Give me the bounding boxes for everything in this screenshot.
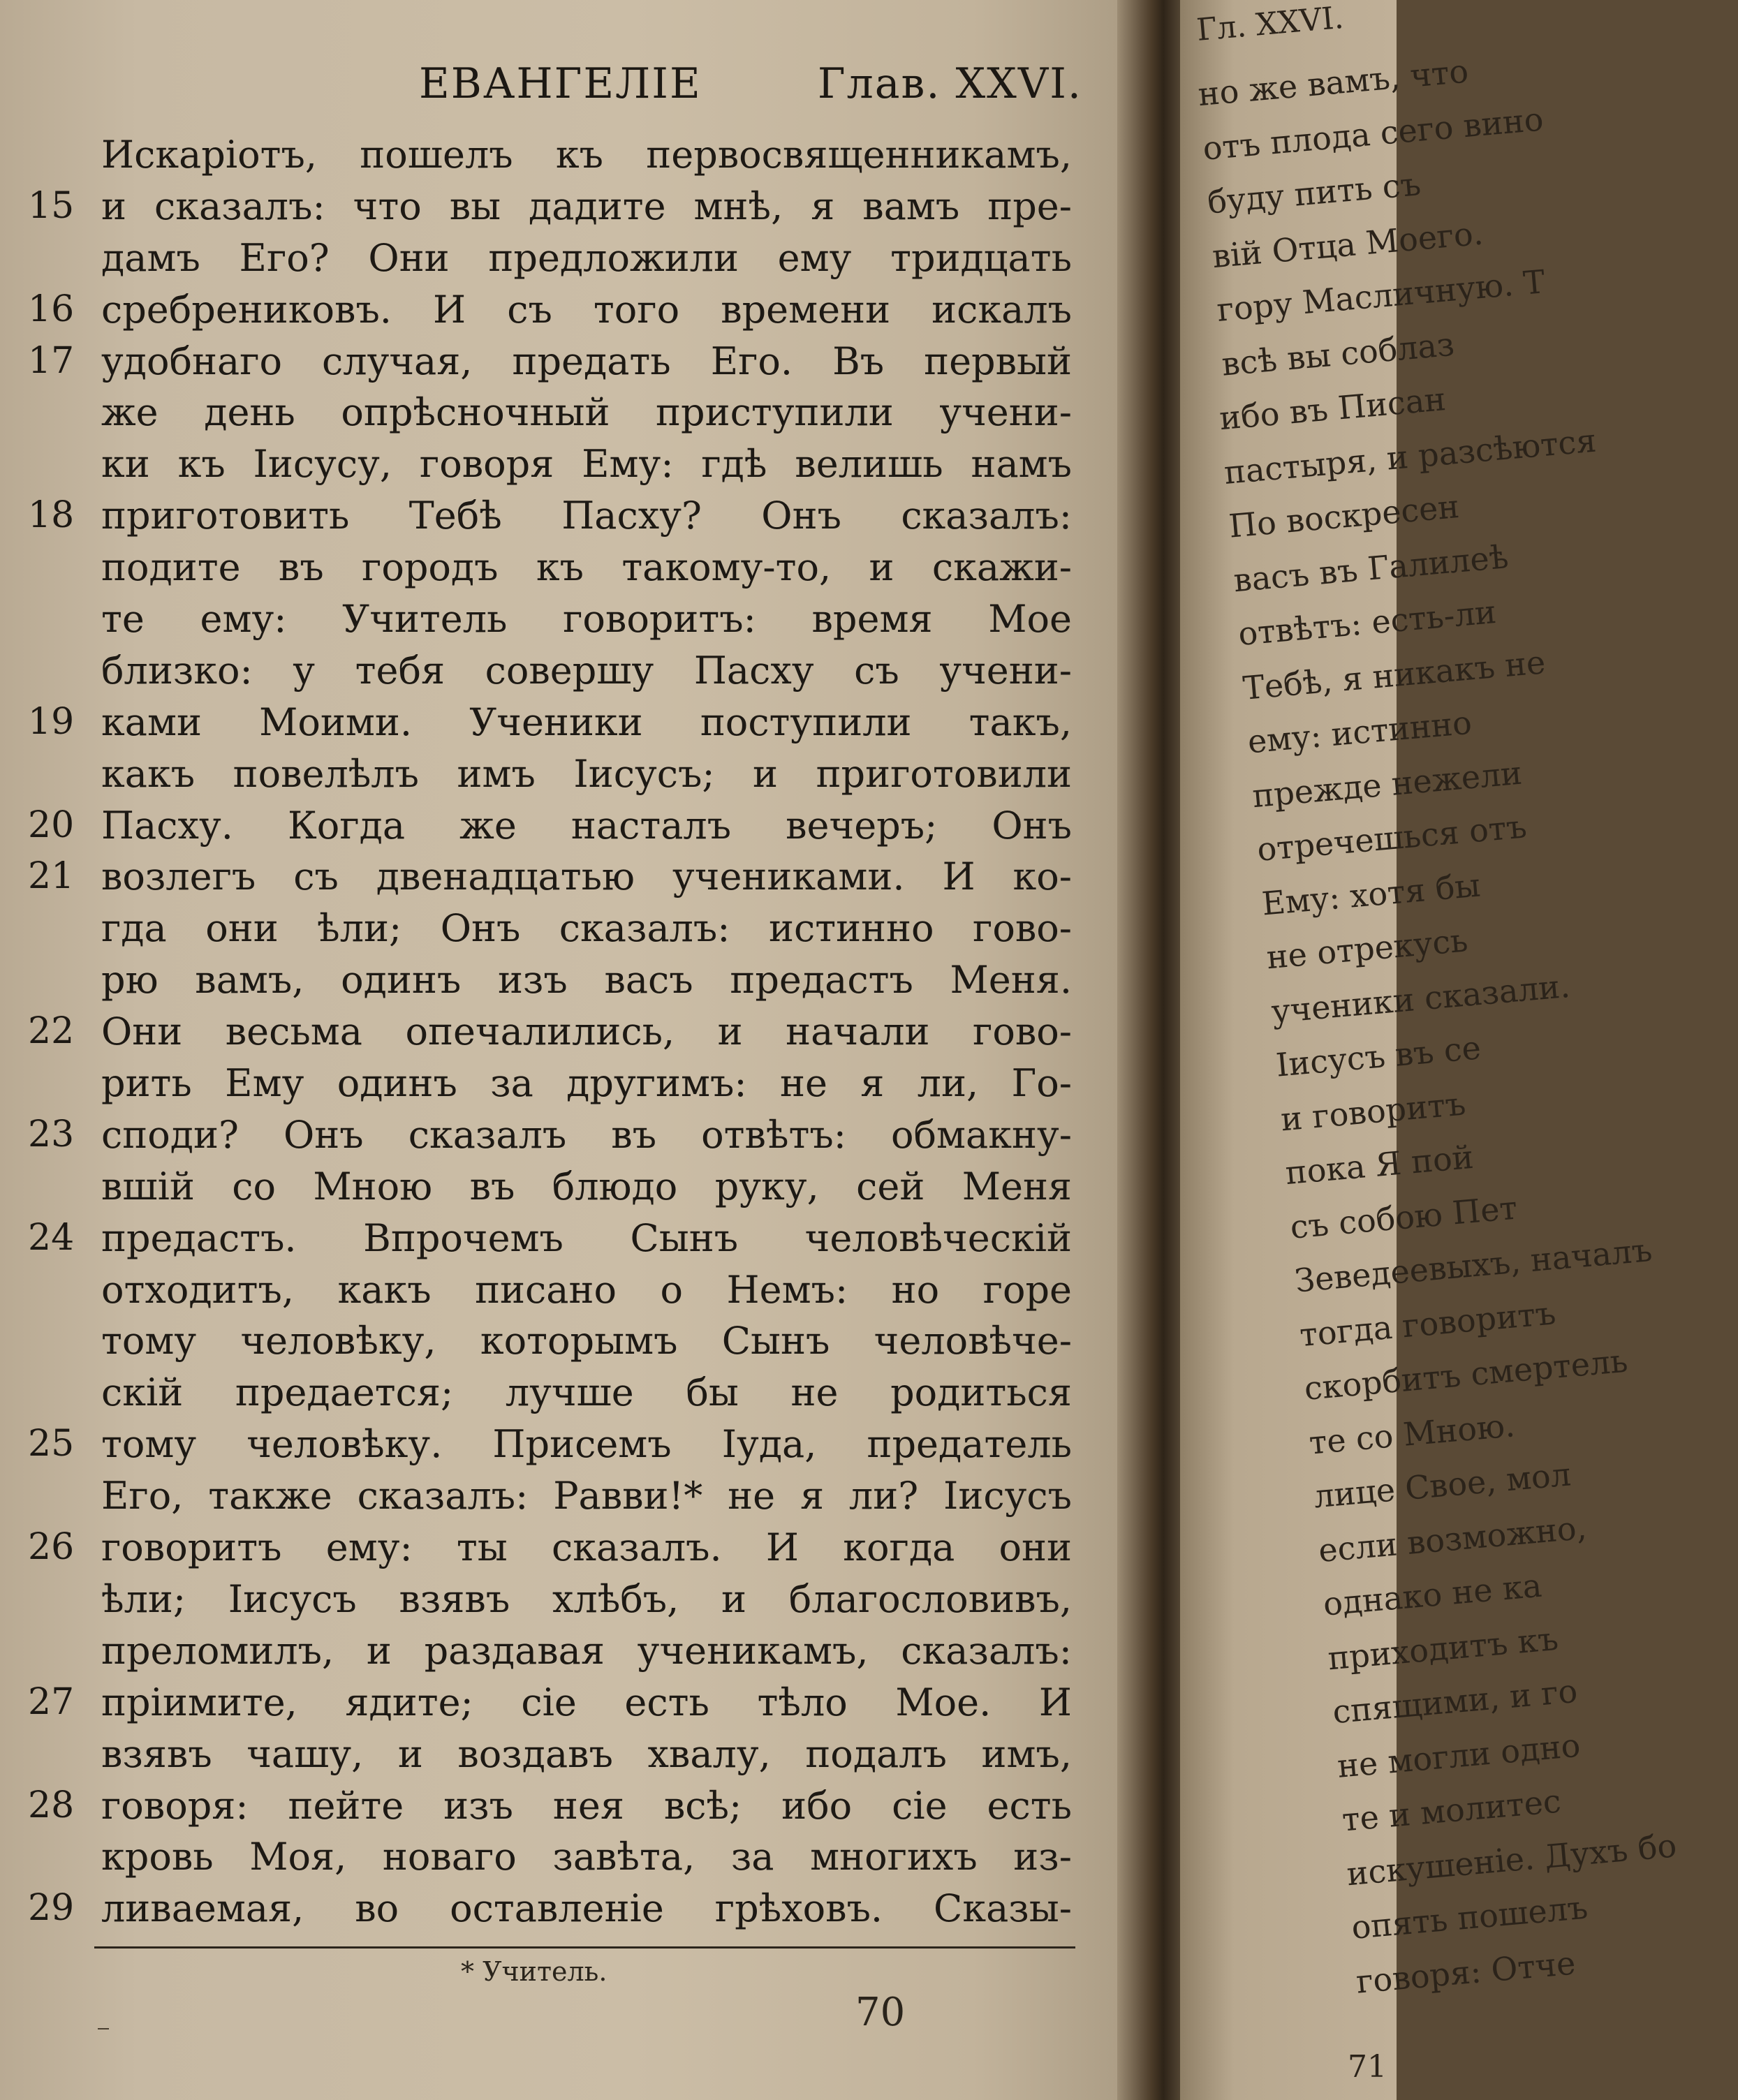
- line-text: говоритъ ему: ты сказалъ. И когда они: [101, 1525, 1072, 1570]
- text-line: [0, 1470, 1117, 1522]
- facing-page-line: и говоритъ: [1279, 1084, 1468, 1138]
- text-line: [0, 1213, 1117, 1264]
- line-text: говоря: пейте изъ нея всѣ; ибо сіе есть: [101, 1783, 1072, 1828]
- line-text: сребрениковъ. И съ того времени искалъ: [101, 287, 1072, 332]
- header-title: ЕВАНГЕЛІЕ: [419, 59, 702, 108]
- line-text: же день опрѣсночный приступили учени-: [101, 390, 1072, 435]
- facing-page-line: пока Я пой: [1283, 1137, 1475, 1192]
- line-text: ѣли; Іисусъ взявъ хлѣбъ, и благословивъ,: [101, 1576, 1072, 1621]
- verse-number: 22: [28, 1010, 75, 1053]
- text-line: [0, 1109, 1117, 1161]
- facing-page-line: отъ плода сего вино: [1201, 99, 1545, 168]
- verse-number: 16: [28, 288, 75, 330]
- page-number: 70: [855, 1990, 906, 2035]
- text-line: [0, 1161, 1117, 1213]
- facing-page-line: буду пить съ: [1206, 165, 1422, 221]
- line-text: отходитъ, какъ писано о Немъ: но горе: [101, 1267, 1072, 1312]
- facing-page-line: искушеніе. Духъ бо: [1345, 1826, 1679, 1893]
- text-line: [0, 336, 1117, 387]
- facing-page-line: те и молитес: [1340, 1782, 1563, 1839]
- text-line: [0, 1315, 1117, 1367]
- line-text: рю вамъ, одинъ изъ васъ предастъ Меня.: [101, 958, 1072, 1003]
- text-line: [0, 490, 1117, 542]
- verse-number: 24: [28, 1216, 75, 1259]
- line-text: дамъ Его? Они предложили ему тридцать: [101, 235, 1072, 280]
- facing-page-line: тогда говоритъ: [1297, 1293, 1558, 1354]
- text-line: [0, 1006, 1117, 1058]
- footnote: * Учитель.: [461, 1956, 607, 1987]
- text-line: [0, 903, 1117, 954]
- facing-page-line: По воскресен: [1227, 487, 1461, 545]
- line-text: Они весьма опечалились, и начали гово-: [101, 1010, 1072, 1054]
- facing-page-line: ибо въ Писан: [1218, 380, 1448, 438]
- text-line: [0, 284, 1117, 336]
- verse-number: 19: [28, 700, 75, 743]
- facing-page-line: вій Отца Моего.: [1210, 214, 1485, 275]
- line-text: пріимите, ядите; сіе есть тѣло Мое. И: [101, 1680, 1072, 1724]
- verse-number: 27: [28, 1680, 75, 1723]
- line-text: скій предается; лучше бы не родиться: [101, 1370, 1072, 1415]
- line-text: взявъ чашу, и воздавъ хвалу, подалъ имъ,: [101, 1731, 1072, 1776]
- text-line: [0, 1625, 1117, 1677]
- line-text: ками Моими. Ученики поступили такъ,: [101, 700, 1072, 744]
- facing-page-line: те со Мною.: [1307, 1405, 1517, 1462]
- line-text: вшій со Мною въ блюдо руку, сей Меня: [101, 1164, 1072, 1208]
- facing-page-header: Гл. XXVI.: [1195, 0, 1346, 48]
- line-text: какъ повелѣлъ имъ Іисусъ; и приготовили: [101, 751, 1072, 796]
- line-text: приготовить Тебѣ Пасху? Онъ сказалъ:: [101, 494, 1072, 538]
- text-line: [0, 1831, 1117, 1883]
- verse-number: 28: [28, 1784, 75, 1826]
- facing-page: [1180, 0, 1679, 2100]
- line-text: гда они ѣли; Онъ сказалъ: истинно гово-: [101, 906, 1072, 951]
- text-line: [0, 851, 1117, 903]
- verse-number: 21: [28, 855, 75, 898]
- facing-page-line: гору Масличную. Т: [1215, 262, 1547, 329]
- line-text: возлегъ съ двенадцатью учениками. И ко-: [101, 855, 1072, 899]
- verse-number: 15: [28, 184, 75, 227]
- facing-page-line: ученики сказали.: [1269, 966, 1572, 1030]
- line-text: подите въ городъ къ такому-то, и скажи-: [101, 545, 1072, 590]
- text-line: [0, 232, 1117, 284]
- facing-page-line: всѣ вы соблаз: [1220, 325, 1456, 383]
- facing-page-line: отвѣтъ: есть-ли: [1237, 592, 1498, 653]
- facing-page-line: спящими, и го: [1331, 1671, 1579, 1731]
- facing-page-line: опять пошелъ: [1350, 1888, 1589, 1947]
- verse-number: 17: [28, 339, 75, 382]
- header-chapter: Глав. XXVI.: [817, 59, 1082, 108]
- facing-page-line: пастыря, и разсѣются: [1222, 421, 1598, 491]
- text-line: [0, 181, 1117, 232]
- text-line: [0, 593, 1117, 645]
- facing-page-line: съ собою Пет: [1288, 1188, 1519, 1246]
- verse-number: 23: [28, 1113, 75, 1155]
- margin-mark: [98, 2028, 109, 2029]
- verse-number: 25: [28, 1423, 75, 1465]
- text-line: [0, 1677, 1117, 1729]
- facing-page-line: скорбитъ смертель: [1302, 1341, 1630, 1407]
- text-line: [0, 387, 1117, 438]
- text-line: [0, 800, 1117, 852]
- footnote-rule: [94, 1946, 1075, 1949]
- facing-page-line: васъ въ Галилеѣ: [1232, 537, 1510, 599]
- text-line: [0, 1419, 1117, 1470]
- facing-page-line: ему: истинно: [1246, 703, 1473, 761]
- line-text: и сказалъ: что вы дадите мнѣ, я вамъ пре-: [101, 184, 1072, 228]
- text-line: [0, 542, 1117, 593]
- text-line: [0, 697, 1117, 748]
- facing-page-line: не отрекусь: [1265, 921, 1470, 977]
- facing-page-line: Тебѣ, я никакъ не: [1241, 642, 1547, 707]
- line-text: кровь Моя, новаго завѣта, за многихъ из-: [101, 1835, 1072, 1879]
- text-line: [0, 645, 1117, 697]
- gospel-text: [0, 129, 1117, 1935]
- text-line: [0, 1264, 1117, 1316]
- facing-page-line: отречешься отъ: [1255, 807, 1529, 868]
- line-text: споди? Онъ сказалъ въ отвѣтъ: обмакну-: [101, 1112, 1072, 1157]
- text-line: [0, 438, 1117, 490]
- verse-number: 20: [28, 804, 75, 846]
- text-line: [0, 1058, 1117, 1109]
- facing-page-line: Іисусъ въ се: [1274, 1028, 1482, 1084]
- text-line: [0, 1883, 1117, 1935]
- facing-page-line: приходитъ къ: [1326, 1619, 1560, 1677]
- text-line: [0, 129, 1117, 181]
- text-line: [0, 1729, 1117, 1780]
- text-line: [0, 1780, 1117, 1832]
- line-text: рить Ему одинъ за другимъ: не я ли, Го-: [101, 1061, 1072, 1106]
- line-text: те ему: Учитель говоритъ: время Мое: [101, 597, 1072, 642]
- line-text: Искаріотъ, пошелъ къ первосвященникамъ,: [101, 133, 1072, 177]
- line-text: Его, также сказалъ: Равви!* не я ли? Іисусъ: [101, 1474, 1072, 1518]
- line-text: тому человѣку. Присемъ Іуда, предатель: [101, 1422, 1072, 1467]
- line-text: преломилъ, и раздавая ученикамъ, сказалъ:: [101, 1628, 1072, 1673]
- facing-page-line: лице Свое, мол: [1312, 1455, 1573, 1516]
- facing-page-line: не могли одно: [1335, 1726, 1582, 1785]
- running-header: [98, 59, 1082, 115]
- text-line: [0, 1367, 1117, 1419]
- line-text: удобнаго случая, предать Его. Въ первый: [101, 339, 1072, 383]
- line-text: близко: у тебя совершу Пасху съ учени-: [101, 648, 1072, 693]
- line-text: ливаемая, во оставленіе грѣховъ. Сказы-: [101, 1886, 1072, 1931]
- text-line: [0, 1574, 1117, 1625]
- facing-page-number: 71: [1348, 2049, 1387, 2085]
- facing-page-line: если возможно,: [1316, 1508, 1589, 1569]
- facing-page-line: прежде нежели: [1251, 753, 1524, 815]
- line-text: ки къ Іисусу, говоря Ему: гдѣ велишь намъ: [101, 442, 1072, 487]
- verse-number: 26: [28, 1526, 75, 1569]
- line-text: тому человѣку, которымъ Сынъ человѣче-: [101, 1319, 1072, 1363]
- verse-number: 29: [28, 1887, 75, 1930]
- facing-page-line: Ему: хотя бы: [1260, 865, 1482, 923]
- facing-page-line: Зеведеевыхъ, началъ: [1293, 1231, 1654, 1300]
- facing-page-text: [1180, 0, 1679, 2092]
- facing-page-line: но же вамъ, что: [1196, 52, 1471, 114]
- text-line: [0, 748, 1117, 800]
- line-text: Пасху. Когда же насталъ вечеръ; Онъ: [101, 803, 1072, 848]
- facing-page-line: однако не ка: [1321, 1566, 1544, 1623]
- text-line: [0, 1522, 1117, 1574]
- verse-number: 18: [28, 494, 75, 537]
- text-line: [0, 954, 1117, 1006]
- line-text: предастъ. Впрочемъ Сынъ человѣческій: [101, 1215, 1072, 1260]
- facing-page-line: говоря: Отче: [1354, 1943, 1577, 2001]
